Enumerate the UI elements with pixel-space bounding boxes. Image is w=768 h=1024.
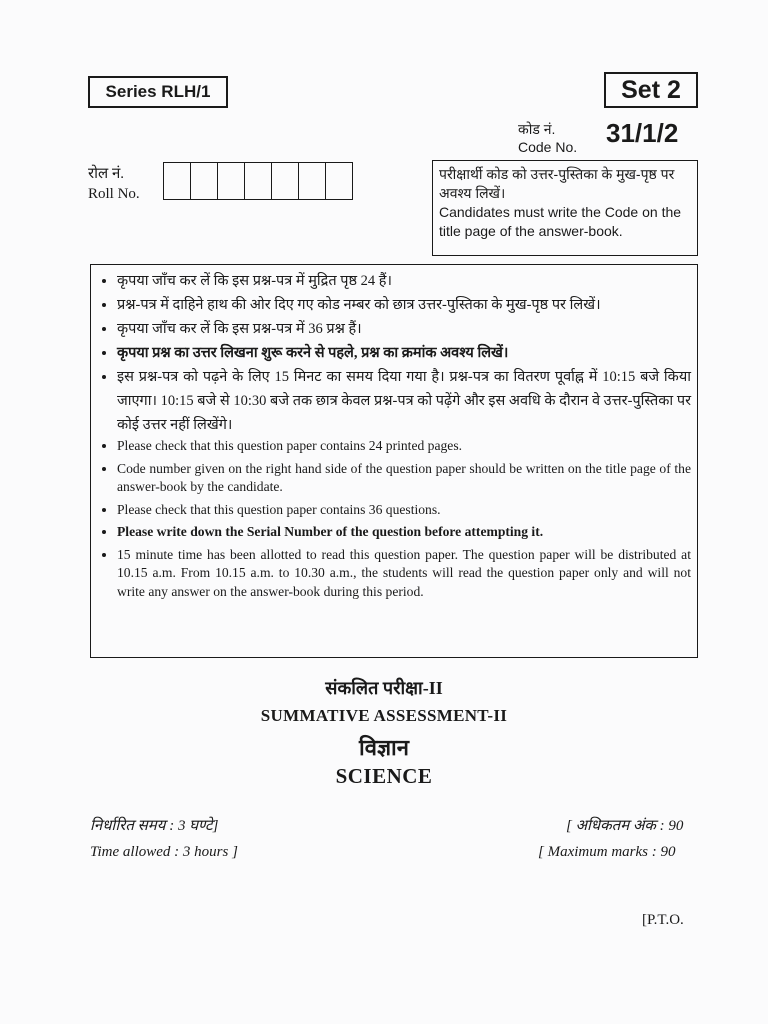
subject-title-english: SCIENCE bbox=[335, 764, 433, 788]
set-text: Set 2 bbox=[621, 75, 681, 104]
code-label-english: Code No. bbox=[518, 139, 578, 155]
roll-digit-box[interactable] bbox=[298, 162, 326, 200]
instruction-english-3: • Please check that this question paper contains 36 questions. bbox=[117, 501, 691, 520]
time-allowed-hindi: निर्धारित समय : 3 घण्टे] bbox=[90, 818, 219, 834]
series-text: Series RLH/1 bbox=[105, 82, 211, 101]
code-note-english: Candidates must write the Code on the title page of the answer-book. bbox=[439, 204, 682, 239]
roll-label-english: Roll No. bbox=[88, 186, 140, 202]
exam-title-english: SUMMATIVE ASSESSMENT-II bbox=[260, 706, 508, 725]
instructions-list bbox=[95, 269, 691, 601]
time-allowed-english: Time allowed : 3 hours ] bbox=[90, 844, 238, 860]
instruction-hindi-5: • इस प्रश्न-पत्र को पढ़ने के लिए 15 मिनट का समय दिया गया है। प्रश्न-पत्र का वितरण पूर्वाह्न में 10:15 बजे किया जाएगा। 10:15 बजे से 10:30 बजे तक छात्र केवल प्रश्न-पत्र को पढ़ेंगे और इस अवधि के दौरान वे उत्तर-पुस्तिका पर कोई उत्तर नहीं लिखेंगे। bbox=[117, 365, 691, 437]
maximum-marks-hindi: [ अधिकतम अंक : 90 bbox=[566, 818, 684, 834]
roll-digit-box[interactable] bbox=[217, 162, 245, 200]
roll-digit-box[interactable] bbox=[190, 162, 218, 200]
instruction-hindi-3: • कृपया जाँच कर लें कि इस प्रश्न-पत्र में 36 प्रश्न हैं। bbox=[117, 317, 691, 341]
roll-digit-box[interactable] bbox=[163, 162, 191, 200]
code-note-box bbox=[432, 160, 698, 256]
roll-label-hindi: रोल नं. bbox=[88, 166, 125, 182]
instructions-box bbox=[90, 264, 698, 658]
instruction-hindi-2: • प्रश्न-पत्र में दाहिने हाथ की ओर दिए गए कोड नम्बर को छात्र उत्तर-पुस्तिका के मुख-पृष्ठ पर लिखें। bbox=[117, 293, 691, 317]
maximum-marks-english: [ Maximum marks : 90 bbox=[538, 844, 676, 860]
instruction-hindi-4: • कृपया प्रश्न का उत्तर लिखना शुरू करने से पहले, प्रश्न का क्रमांक अवश्य लिखें। bbox=[117, 341, 691, 365]
instruction-english-2: • Code number given on the right hand side of the question paper should be written on the title page of the answer-book by the candidate. bbox=[117, 460, 691, 497]
code-note-hindi: परीक्षार्थी कोड को उत्तर-पुस्तिका के मुख-पृष्ठ पर अवश्य लिखें। bbox=[439, 166, 675, 201]
page-turn-note: [P.T.O. bbox=[642, 912, 684, 928]
subject-title-hindi: विज्ञान bbox=[359, 735, 409, 760]
instruction-english-4: • Please write down the Serial Number of the question before attempting it. bbox=[117, 523, 691, 542]
roll-label bbox=[88, 164, 140, 204]
set-label bbox=[604, 72, 698, 108]
code-number: 31/1/2 bbox=[606, 118, 679, 148]
roll-digit-box[interactable] bbox=[271, 162, 299, 200]
instruction-english-5: • 15 minute time has been allotted to read this question paper. The question paper will be distributed at 10.15 a.m. From 10.15 a.m. to 10.30 a.m., the students will read the question paper only and will not write any answer on the answer-book during this period. bbox=[117, 546, 691, 602]
roll-number-boxes[interactable] bbox=[164, 162, 353, 200]
series-label bbox=[88, 76, 228, 108]
instruction-hindi-1: • कृपया जाँच कर लें कि इस प्रश्न-पत्र में मुद्रित पृष्ठ 24 हैं। bbox=[117, 269, 691, 293]
roll-digit-box[interactable] bbox=[244, 162, 272, 200]
roll-digit-box[interactable] bbox=[325, 162, 353, 200]
code-label-hindi: कोड नं. bbox=[518, 121, 556, 137]
exam-title-hindi: संकलित परीक्षा-II bbox=[325, 678, 443, 698]
code-label bbox=[518, 120, 577, 156]
instruction-english-1: • Please check that this question paper contains 24 printed pages. bbox=[117, 437, 691, 456]
